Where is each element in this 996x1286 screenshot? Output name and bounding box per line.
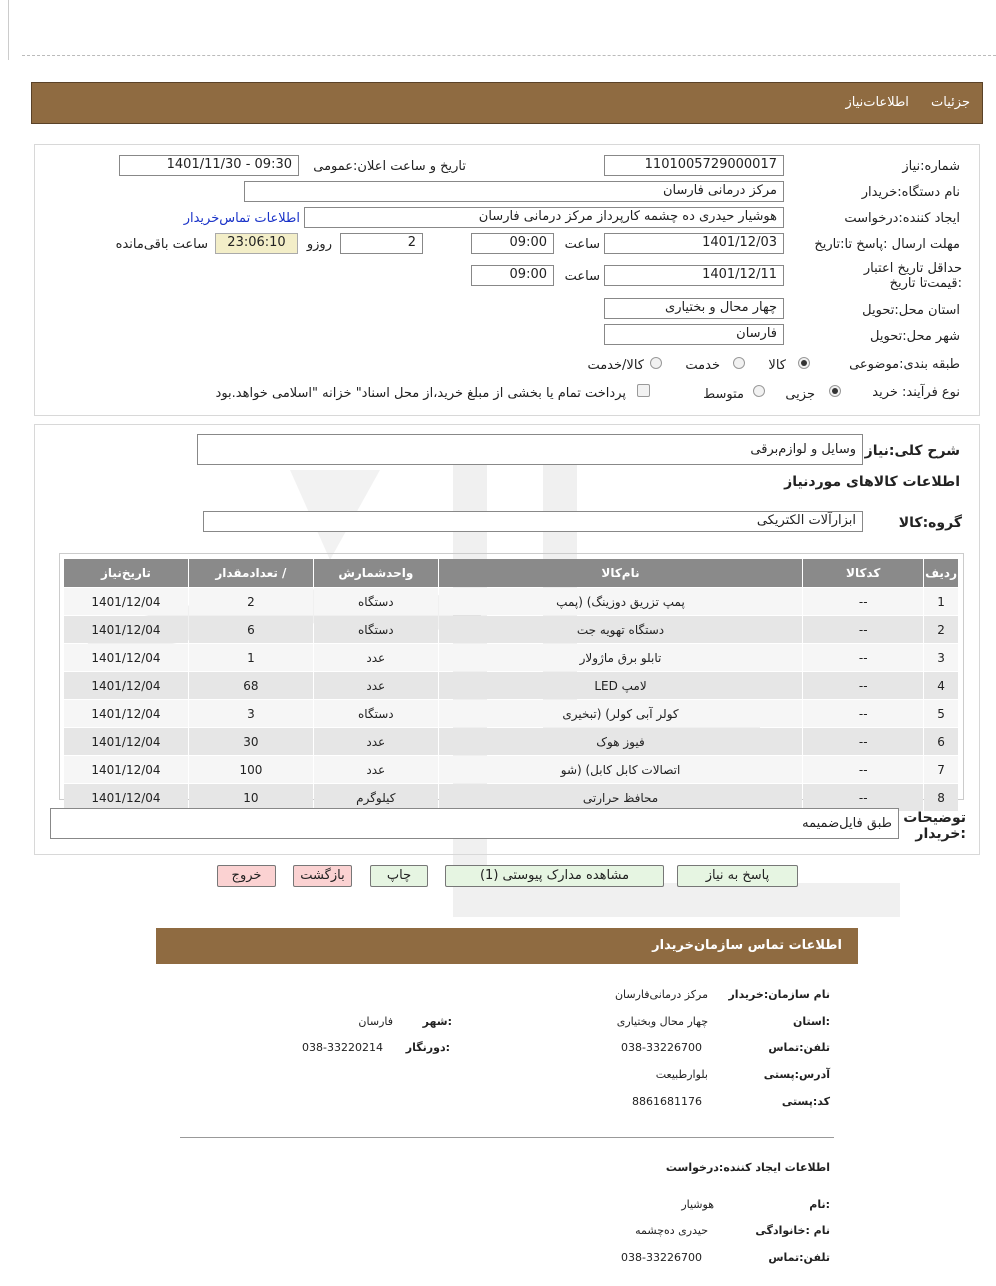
city-field: فارسان bbox=[604, 324, 784, 345]
category-radio-goods[interactable] bbox=[798, 357, 810, 369]
cell-date: 1401/12/04 bbox=[64, 672, 188, 699]
province-field: چهار محال و بختیاری bbox=[604, 298, 784, 319]
treasury-payment-note: پرداخت تمام یا بخشی از مبلغ خرید،از محل اسناد" خزانه "اسلامی خواهد.بود bbox=[215, 386, 626, 401]
cell-date: 1401/12/04 bbox=[64, 644, 188, 671]
col-name: نام‌کالا bbox=[439, 559, 803, 587]
buyer-notes-label: توضیحات :خریدار bbox=[903, 810, 966, 842]
category-option-goods: کالا bbox=[768, 358, 786, 373]
creator-label: ایجاد کننده:درخواست bbox=[844, 211, 960, 226]
buyer-notes-field: طبق فایل‌ضمیمه bbox=[50, 808, 899, 839]
category-option-both: کالا/خدمت bbox=[587, 358, 644, 373]
deadline-time-label: ساعت bbox=[564, 237, 600, 252]
cell-qty: 100 bbox=[189, 756, 313, 783]
goods-group-field: ابزارآلات الکتریکی bbox=[203, 511, 863, 532]
announce-label: تاریخ و ساعت اعلان:عمومی bbox=[313, 159, 466, 174]
category-label: طبقه بندی:موضوعی bbox=[849, 357, 960, 372]
table-row bbox=[64, 756, 958, 783]
cell-name: پمپ تزریق دوزینگ) (پمپ bbox=[439, 588, 803, 615]
contact-fax-label: :دورنگار bbox=[405, 1041, 450, 1054]
city-label: شهر محل:تحویل bbox=[870, 329, 960, 344]
cell-name: تابلو برق ماژولار bbox=[439, 644, 803, 671]
process-radio-minor[interactable] bbox=[829, 385, 841, 397]
reply-button[interactable]: پاسخ به نیاز bbox=[677, 865, 798, 887]
treasury-payment-checkbox[interactable] bbox=[637, 384, 650, 397]
cell-date: 1401/12/04 bbox=[64, 700, 188, 727]
deadline-time-field: 09:00 bbox=[471, 233, 554, 254]
contact-city-value: فارسان bbox=[358, 1015, 393, 1028]
remaining-timer: 23:06:10 bbox=[215, 233, 298, 254]
cell-row: 8 bbox=[924, 784, 958, 811]
cell-qty: 30 bbox=[189, 728, 313, 755]
contact-divider bbox=[180, 1137, 834, 1138]
contact-phone-value: 038-33226700 bbox=[621, 1041, 702, 1054]
goods-info-title: اطلاعات کالاهای موردنیاز bbox=[784, 474, 960, 490]
cell-qty: 10 bbox=[189, 784, 313, 811]
process-option-medium: متوسط bbox=[703, 387, 744, 402]
cell-row: 6 bbox=[924, 728, 958, 755]
cell-date: 1401/12/04 bbox=[64, 784, 188, 811]
contact-postal-label: کد:پستی bbox=[781, 1095, 830, 1108]
cell-date: 1401/12/04 bbox=[64, 588, 188, 615]
need-number-label: شماره:نیاز bbox=[902, 159, 960, 174]
creator-family-label: نام :خانوادگی bbox=[755, 1224, 830, 1237]
process-option-minor: جزیی bbox=[785, 387, 815, 402]
cell-qty: 68 bbox=[189, 672, 313, 699]
announce-field: 1401/11/30 - 09:30 bbox=[119, 155, 299, 176]
table-row bbox=[64, 616, 958, 643]
province-label: استان محل:تحویل bbox=[862, 303, 960, 318]
cell-unit: عدد bbox=[314, 672, 438, 699]
exit-button[interactable]: خروج bbox=[217, 865, 276, 887]
col-unit: واحدشمارش bbox=[314, 559, 438, 587]
cell-unit: عدد bbox=[314, 728, 438, 755]
creator-phone-label: تلفن:تماس bbox=[768, 1251, 830, 1264]
cell-name: اتصالات کابل کابل) (شو bbox=[439, 756, 803, 783]
cell-name: فیوز هوک bbox=[439, 728, 803, 755]
table-row bbox=[64, 728, 958, 755]
cell-row: 3 bbox=[924, 644, 958, 671]
contact-phone-label: تلفن:تماس bbox=[768, 1041, 830, 1054]
creator-info-title: اطلاعات ایجاد کننده:درخواست bbox=[665, 1161, 830, 1174]
contact-city-label: :شهر bbox=[422, 1015, 452, 1028]
need-number-field: 1101005729000017 bbox=[604, 155, 784, 176]
deadline-label: مهلت ارسال :پاسخ تا:تاریخ bbox=[814, 237, 960, 252]
col-code: کدکالا bbox=[803, 559, 923, 587]
buyer-contact-header bbox=[156, 928, 858, 964]
contact-org-label: نام سازمان:خریدار bbox=[728, 988, 830, 1001]
contact-province-label: :استان bbox=[793, 1015, 830, 1028]
cell-code: -- bbox=[803, 728, 923, 755]
cell-code: -- bbox=[803, 588, 923, 615]
cell-unit: عدد bbox=[314, 756, 438, 783]
creator-name-label: :نام bbox=[809, 1198, 830, 1211]
cell-qty: 1 bbox=[189, 644, 313, 671]
need-summary-field: وسایل و لوازم‌برقی bbox=[197, 434, 863, 465]
validity-date-field: 1401/12/11 bbox=[604, 265, 784, 286]
category-option-service: خدمت bbox=[685, 358, 720, 373]
goods-table bbox=[63, 558, 959, 812]
col-row: ردیف bbox=[924, 559, 958, 587]
details-header-bar bbox=[31, 82, 983, 124]
contact-org-value: مرکز درمانی‌فارسان bbox=[614, 988, 708, 1001]
contact-address-value: بلوارطبیعت bbox=[655, 1068, 708, 1081]
validity-time-label: ساعت bbox=[564, 269, 600, 284]
cell-code: -- bbox=[803, 756, 923, 783]
cell-row: 2 bbox=[924, 616, 958, 643]
category-radio-service[interactable] bbox=[733, 357, 745, 369]
cell-qty: 3 bbox=[189, 700, 313, 727]
cell-name: کولر آبی کولر) (تبخیری bbox=[439, 700, 803, 727]
cell-date: 1401/12/04 bbox=[64, 756, 188, 783]
cell-code: -- bbox=[803, 700, 923, 727]
creator-phone-value: 038-33226700 bbox=[621, 1251, 702, 1264]
table-row bbox=[64, 700, 958, 727]
cell-unit: عدد bbox=[314, 644, 438, 671]
view-attachments-button[interactable]: مشاهده مدارک پیوستی (1) bbox=[445, 865, 664, 887]
contact-postal-value: 8861681176 bbox=[632, 1095, 702, 1108]
deadline-date-field: 1401/12/03 bbox=[604, 233, 784, 254]
table-row bbox=[64, 784, 958, 811]
tab-details[interactable]: جزئیات bbox=[931, 95, 970, 110]
table-row bbox=[64, 588, 958, 615]
validity-time-field: 09:00 bbox=[471, 265, 554, 286]
cell-date: 1401/12/04 bbox=[64, 728, 188, 755]
cell-code: -- bbox=[803, 784, 923, 811]
cell-code: -- bbox=[803, 616, 923, 643]
col-date: تاریخ‌نیاز bbox=[64, 559, 188, 587]
buyer-contact-title: اطلاعات تماس سازمان‌خریدار bbox=[652, 938, 842, 953]
process-label: نوع فرآیند: خرید bbox=[872, 385, 960, 400]
days-label: روزو bbox=[306, 237, 332, 252]
cell-qty: 2 bbox=[189, 588, 313, 615]
cell-qty: 6 bbox=[189, 616, 313, 643]
days-field: 2 bbox=[340, 233, 423, 254]
contact-fax-value: 038-33220214 bbox=[302, 1041, 383, 1054]
cell-row: 7 bbox=[924, 756, 958, 783]
buyer-contact-link[interactable]: اطلاعات تماس‌خریدار bbox=[183, 211, 300, 226]
cell-code: -- bbox=[803, 672, 923, 699]
buyer-org-field: مرکز درمانی فارسان bbox=[244, 181, 784, 202]
cell-name: دستگاه تهویه جت bbox=[439, 616, 803, 643]
page-edge-line bbox=[8, 0, 9, 60]
top-divider bbox=[22, 55, 996, 56]
cell-row: 1 bbox=[924, 588, 958, 615]
tab-need-info[interactable]: اطلاعات‌نیاز bbox=[845, 95, 909, 110]
creator-field: هوشیار حیدری ده چشمه کارپرداز مرکز درمانی فارسان bbox=[304, 207, 784, 228]
cell-code: -- bbox=[803, 644, 923, 671]
buyer-org-label: نام دستگاه:خریدار bbox=[861, 185, 960, 200]
cell-name: محافظ حرارتی bbox=[439, 784, 803, 811]
remaining-label: ساعت باقی‌مانده bbox=[115, 237, 208, 252]
process-radio-medium[interactable] bbox=[753, 385, 765, 397]
cell-unit: دستگاه bbox=[314, 700, 438, 727]
col-qty: / تعدادمقدار bbox=[189, 559, 313, 587]
goods-group-label: گروه:کالا bbox=[898, 515, 962, 531]
contact-address-label: آدرس:پستی bbox=[763, 1068, 830, 1081]
table-row bbox=[64, 644, 958, 671]
contact-province-value: چهار محال وبختیاری bbox=[616, 1015, 708, 1028]
need-summary-label: شرح کلی:نیاز bbox=[864, 443, 960, 459]
cell-row: 5 bbox=[924, 700, 958, 727]
cell-unit: دستگاه bbox=[314, 588, 438, 615]
creator-name-value: هوشیار bbox=[681, 1198, 714, 1211]
cell-name: لامپ LED bbox=[439, 672, 803, 699]
goods-table-header bbox=[64, 559, 958, 587]
validity-label: حداقل تاریخ اعتبار :قیمت‌تا تاریخ bbox=[863, 261, 962, 291]
table-row bbox=[64, 672, 958, 699]
print-button[interactable]: چاپ bbox=[370, 865, 428, 887]
category-radio-both[interactable] bbox=[650, 357, 662, 369]
back-button[interactable]: بازگشت bbox=[293, 865, 352, 887]
cell-unit: دستگاه bbox=[314, 616, 438, 643]
cell-row: 4 bbox=[924, 672, 958, 699]
cell-unit: کیلوگرم bbox=[314, 784, 438, 811]
cell-date: 1401/12/04 bbox=[64, 616, 188, 643]
creator-family-value: حیدری ده‌چشمه bbox=[635, 1224, 708, 1237]
